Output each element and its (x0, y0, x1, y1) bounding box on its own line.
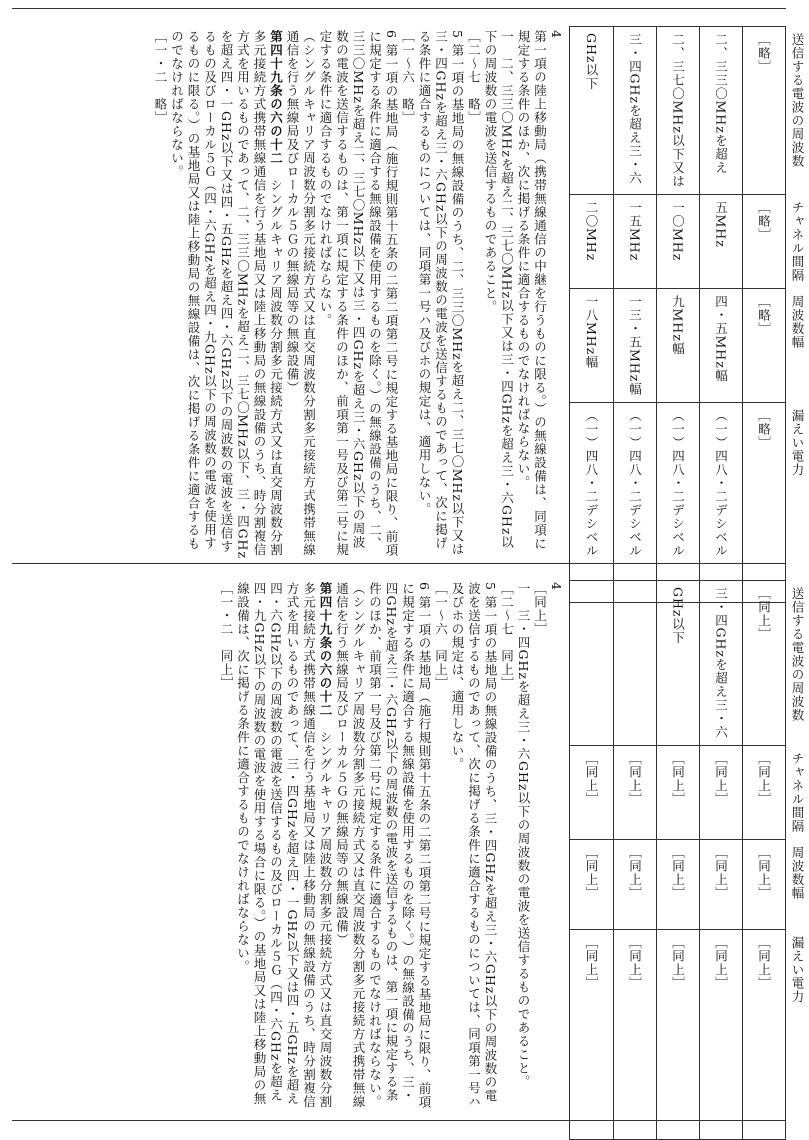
bottom-para6-num: 6 (417, 582, 432, 591)
bottom-article-text: シングルキャリア周波数分割多元接続方式又は直交周波数分割多元接続方式携帯無線通信を行う基地局又は陸上移動局の無線設備のうち、時分割複信方式を用いるものであって、三・四GHzを超え四・一GHz以下又は四・五GHzを超え四・六GHz以下の周波数の電波を送信するもの及びローカル５Ｇ（四・六GHzを超え四・九GHz以下の周波数の電波を使用する場合に限る。）の基地局又は陸上移動局の無線設備は、次に掲げる条件に適合するものでなければならない。 (235, 582, 333, 1109)
top-cell-r0-c2: ［略］ (743, 288, 786, 402)
top-para6-text: 第一項の基地局（施行規則第十五条の二第二項第二号に規定する基地局に限り、前項に規定する条件に適合する無線設備を使用するものを除く。）の無線設備のうち、二、三三〇MHzを超え二、三七〇MHz以下又は三・四GHzを超え三・六GHz以下の周波数の電波を送信するものは、第一項に規定する条件のほか、前項第一号及び第二号に規定する条件に適合するものでなければならない。 (318, 30, 399, 557)
bottom-cell-r1-c2: ［同上］ (700, 839, 743, 929)
bottom-cell-r2-c3: ［同上］ (657, 929, 700, 1139)
top-para4-text: 第一項の陸上移動局（携帯無線通信の中継を行うものに限る。）の無線設備は、同項に規定する条件のほか、次に掲げる条件に適合するものでなければならない。 (516, 30, 548, 551)
top-para5-text: 第一項の基地局の無線設備のうち、二、三三〇MHzを超え二、三七〇MHz以下又は三・四GHzを超え三・六GHz以下の周波数の電波を送信するものであって、次に掲げる条件に適合するものについては、同項第一号ハ及びホの規定は、適用しない。 (417, 30, 465, 557)
bottom-cell-r2-c0: GHz以下 (657, 581, 700, 746)
top-para5-num: 5 (450, 30, 465, 39)
top-cell-r3-c3: （一）四八・二デシベル (614, 402, 657, 602)
bottom-closing: ［一・二 同上］ (219, 582, 234, 690)
top-cell-r3-c2: 一三・五MHz幅 (614, 288, 657, 402)
bottom-para5-num: 5 (483, 582, 498, 591)
bottom-text-block (44, 582, 564, 1112)
bottom-para6-text: 第一項の基地局（施行規則第十五条の二第二項第二号に規定する基地局に限り、前項に規定する条件に適合する無線設備を使用するものを除く。）の無線設備のうち、三・四GHzを超え三・六GHz以下の周波数の電波を送信するものは、第一項に規定する条件のほか、前項第一号及び第二号に規定する条件に適合するものでなければならない。 (367, 582, 432, 1109)
bottom-cell-r1-c3: ［同上］ (700, 929, 743, 1139)
top-sub-range-a: ［二～七 略］ (466, 30, 482, 125)
top-cell-r4-c3: （一）四八・二デシベル (570, 402, 614, 602)
bottom-cell-r1-c0: 三・四GHzを超え三・六 (700, 581, 743, 746)
top-item1-text: 一 二、三三〇MHzを超え二、三七〇MHz以下又は三・四GHzを超え三・六GHz以下の周波数の電波を送信するものであること。 (483, 30, 515, 550)
top-rule (12, 8, 786, 9)
top-cell-r3-c1: 一五MHz (614, 194, 657, 288)
bottom-frequency-table: GHz以下 三・四GHzを超え三・六 ［同上］ 送信する電波の周波数 ［同上］ ［同上］ ［同上］ ［同上］ ［同上］ チャネル間隔 ［同上］ ［同上］ ［同上］ ［同上］ ［同上］ 周波数幅 ［同上］ ［同上］ ［同上］ ［同上］ ［同上］ 漏えい電力 (569, 580, 786, 1140)
top-caption: （シングルキャリア周波数分割多元接続方式又は直交周波数分割多元接続方式携帯無線通信を行う無線局及びローカル５Ｇの無線局等の無線設備） (285, 30, 317, 557)
top-cell-r2-c1: 一〇MHz (657, 194, 700, 288)
top-cell-r4-c1: 二〇MHz (570, 194, 614, 288)
top-para6-num: 6 (384, 30, 399, 39)
bottom-sub-range-a: ［二～七 同上］ (499, 582, 515, 690)
top-closing: ［一・二 略］ (153, 30, 168, 125)
bottom-cell-r0-c0: ［同上］ (743, 581, 786, 746)
bottom-cell-r3-c1: ［同上］ (614, 745, 657, 839)
bottom-cell-r0-c1: ［同上］ (743, 745, 786, 839)
bottom-para5-text: 第一項の基地局の無線設備のうち、三・四GHzを超え三・六GHz以下の周波数の電波を送信するものであって、次に掲げる条件に適合するものについては、同項第一号ハ及びホの規定は、適用しない。 (450, 582, 498, 1109)
bottom-cell-r2-c1: ［同上］ (657, 745, 700, 839)
bottom-para4-num: 4 (549, 582, 564, 591)
top-frequency-table: GHz以下 三・四GHzを超え三・六 二、三七〇MHz以下又は 二、三三〇MHzを超え ［略］ 送信する電波の周波数 二〇MHz 一五MHz 一〇MHz 五MHz ［略］ チャネル間隔 一八MHz幅 一三・五MHz幅 九MHz幅 四・五MHz幅 ［略］ 周波数幅 （一）四八・二デシベル （一）四八・二デシベル （一）四八・二デシベル （一）四八・二デシベル ［略］ 漏えい電力 (569, 26, 786, 603)
top-cell-r2-c3: （一）四八・二デシベル (657, 402, 700, 602)
bottom-cell-r4-c2: ［同上］ (570, 839, 614, 929)
bottom-cell-r4-c1: ［同上］ (570, 745, 614, 839)
top-cell-r0-c0: ［略］ (743, 27, 786, 195)
bottom-cell-r3-c0 (614, 581, 657, 746)
bottom-cell-r4-c3: ［同上］ (570, 929, 614, 1139)
bottom-cell-r0-c2: ［同上］ (743, 839, 786, 929)
top-cell-r2-c2: 九MHz幅 (657, 288, 700, 402)
top-text-block (44, 30, 564, 560)
bottom-cell-r3-c3: ［同上］ (614, 929, 657, 1139)
bottom-cell-r0-c3: ［同上］ (743, 929, 786, 1139)
top-article-title: 第四十九条の六の十二 (268, 30, 284, 165)
top-cell-r2-c0: 二、三七〇MHz以下又は (657, 27, 700, 195)
top-cell-r0-c3: ［略］ (743, 402, 786, 602)
top-cell-r3-c0: 三・四GHzを超え三・六 (614, 27, 657, 195)
top-cell-r1-c1: 五MHz (700, 194, 743, 288)
bottom-cell-r3-c2: ［同上］ (614, 839, 657, 929)
top-cell-r0-c1: ［略］ (743, 194, 786, 288)
top-cell-r1-c2: 四・五MHz幅 (700, 288, 743, 402)
bottom-caption: （シングルキャリア周波数分割多元接続方式又は直交周波数分割多元接続方式携帯無線通信を行う無線局及びローカル５Ｇの無線局等の無線設備） (334, 582, 366, 1109)
top-cell-r4-c0: GHz以下 (570, 27, 614, 195)
bottom-cell-r1-c1: ［同上］ (700, 745, 743, 839)
top-cell-r1-c0: 二、三三〇MHzを超え (700, 27, 743, 195)
top-cell-r4-c2: 一八MHz幅 (570, 288, 614, 402)
bottom-section (12, 570, 805, 1115)
top-section (12, 14, 805, 560)
bottom-cell-r4-c0 (570, 581, 614, 746)
bottom-article-title: 第四十九条の六の十二 (318, 582, 333, 717)
bottom-cell-r2-c2: ［同上］ (657, 839, 700, 929)
bottom-para4-text: ［同上］ (532, 582, 548, 636)
bottom-item1-text: 一 三・四GHzを超え三・六GHz以下の周波数の電波を送信するものであること。 (516, 582, 531, 1089)
top-article-text: シングルキャリア周波数分割多元接続方式又は直交周波数分割多元接続方式携帯無線通信を行う基地局又は陸上移動局の無線設備のうち、時分割複信方式を用いるものであって、二、三三〇MHzを超え二、三七〇MHz以下、三・四GHzを超え四・一GHz以下又は四・五GHzを超え四・六GHz以下の周波数の電波を送信するもの及びローカル５Ｇ（四・六GHzを超え四・九GHz以下の周波数の電波を使用するものに限る。）の基地局又は陸上移動局の無線設備は、次に掲げる条件に適合するものでなければならない。 (169, 30, 284, 560)
top-cell-r1-c3: （一）四八・二デシベル (700, 402, 743, 602)
top-sub-range-b: ［一～六 略］ (400, 30, 416, 125)
top-para4-num: 4 (549, 30, 564, 39)
bottom-sub-range-b: ［一～六 同上］ (433, 582, 449, 690)
